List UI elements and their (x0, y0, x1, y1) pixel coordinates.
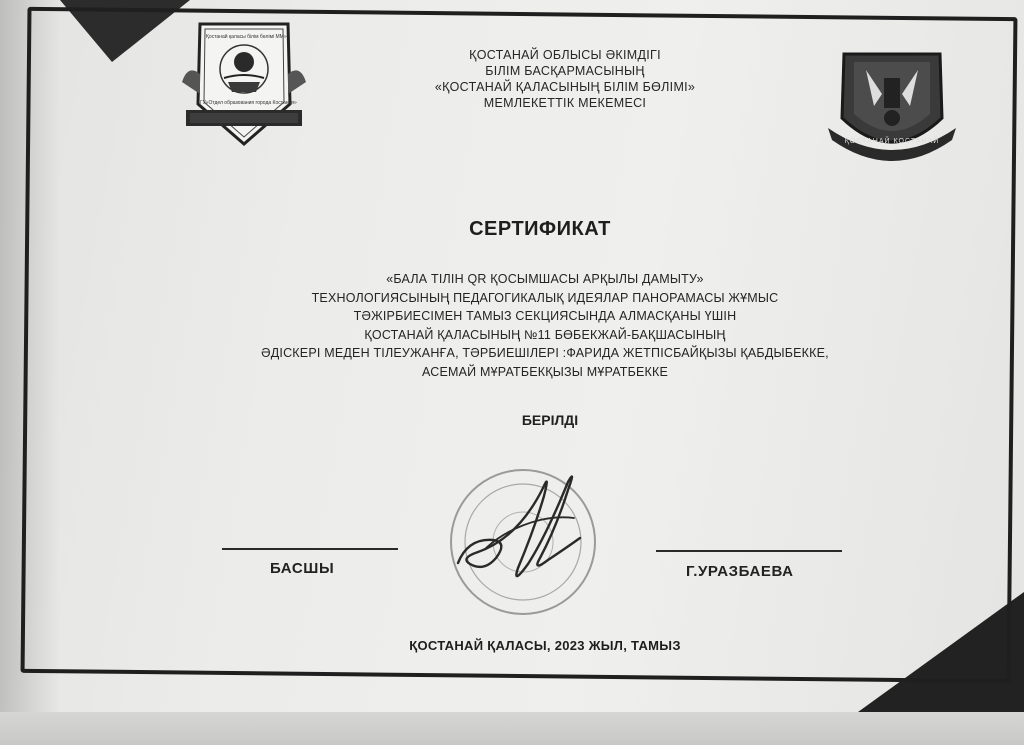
emblem-top-text: Қостанай қаласы білім бөлімі ММ» (206, 34, 287, 40)
header-line: БІЛІМ БАСҚАРМАСЫНЫҢ (485, 64, 645, 78)
body-line: АСЕМАЙ МҰРАТБЕКҚЫЗЫ МҰРАТБЕККЕ (421, 364, 669, 379)
signature-line-left (222, 548, 398, 550)
emblem-banner-text: ҚОСТАНАЙ ҚОСТАНАЙ (844, 138, 940, 145)
header-line: «ҚОСТАНАЙ ҚАЛАСЫНЫҢ БІЛІМ БӨЛІМІ» (434, 80, 696, 94)
signature-line-right (656, 550, 842, 552)
education-department-emblem (178, 14, 310, 154)
kostanay-city-emblem (826, 48, 958, 170)
emblem-bottom-text: ГУ«Отдел образования города Костаная» (200, 100, 297, 106)
body-line: ТӘЖІРБИЕСІМЕН ТАМЫЗ СЕКЦИЯСЫНДА АЛМАСҚАНЫ ҮШІН (353, 309, 737, 323)
signatory-name: Г.УРАЗБАЕВА (686, 563, 794, 580)
signatory-title: БАСШЫ (270, 560, 335, 577)
given-label: БЕРІЛДІ (521, 412, 579, 428)
place-and-date: ҚОСТАНАЙ ҚАЛАСЫ, 2023 ЖЫЛ, ТАМЫЗ (409, 638, 681, 653)
handwritten-signature (448, 468, 588, 598)
body-line: ҚОСТАНАЙ ҚАЛАСЫНЫҢ №11 БӨБЕКЖАЙ-БАҚШАСЫНЫҢ (364, 327, 726, 342)
body-line: ӘДІСКЕРІ МЕДЕН ТІЛЕУЖАНҒА, ТӘРБИЕШІЛЕРІ :ФАРИДА ЖЕТПІСБАЙҚЫЗЫ ҚАБДЫБЕККЕ, (261, 346, 829, 360)
body-line: ТЕХНОЛОГИЯСЫНЫҢ ПЕДАГОГИКАЛЫҚ ИДЕЯЛАР ПАНОРАМАСЫ ЖҰМЫС (311, 290, 779, 305)
certificate-body (180, 270, 910, 381)
header-line: ҚОСТАНАЙ ОБЛЫСЫ ӘКІМДІГІ (469, 48, 661, 62)
header-line: МЕМЛЕКЕТТІК МЕКЕМЕСІ (483, 96, 647, 110)
body-line: «БАЛА ТІЛІН QR ҚОСЫМШАСЫ АРҚЫЛЫ ДАМЫТУ» (386, 272, 704, 286)
certificate-title: СЕРТИФИКАТ (469, 218, 611, 240)
underlying-paper-strip (0, 712, 1024, 745)
issuer-header (400, 47, 730, 111)
